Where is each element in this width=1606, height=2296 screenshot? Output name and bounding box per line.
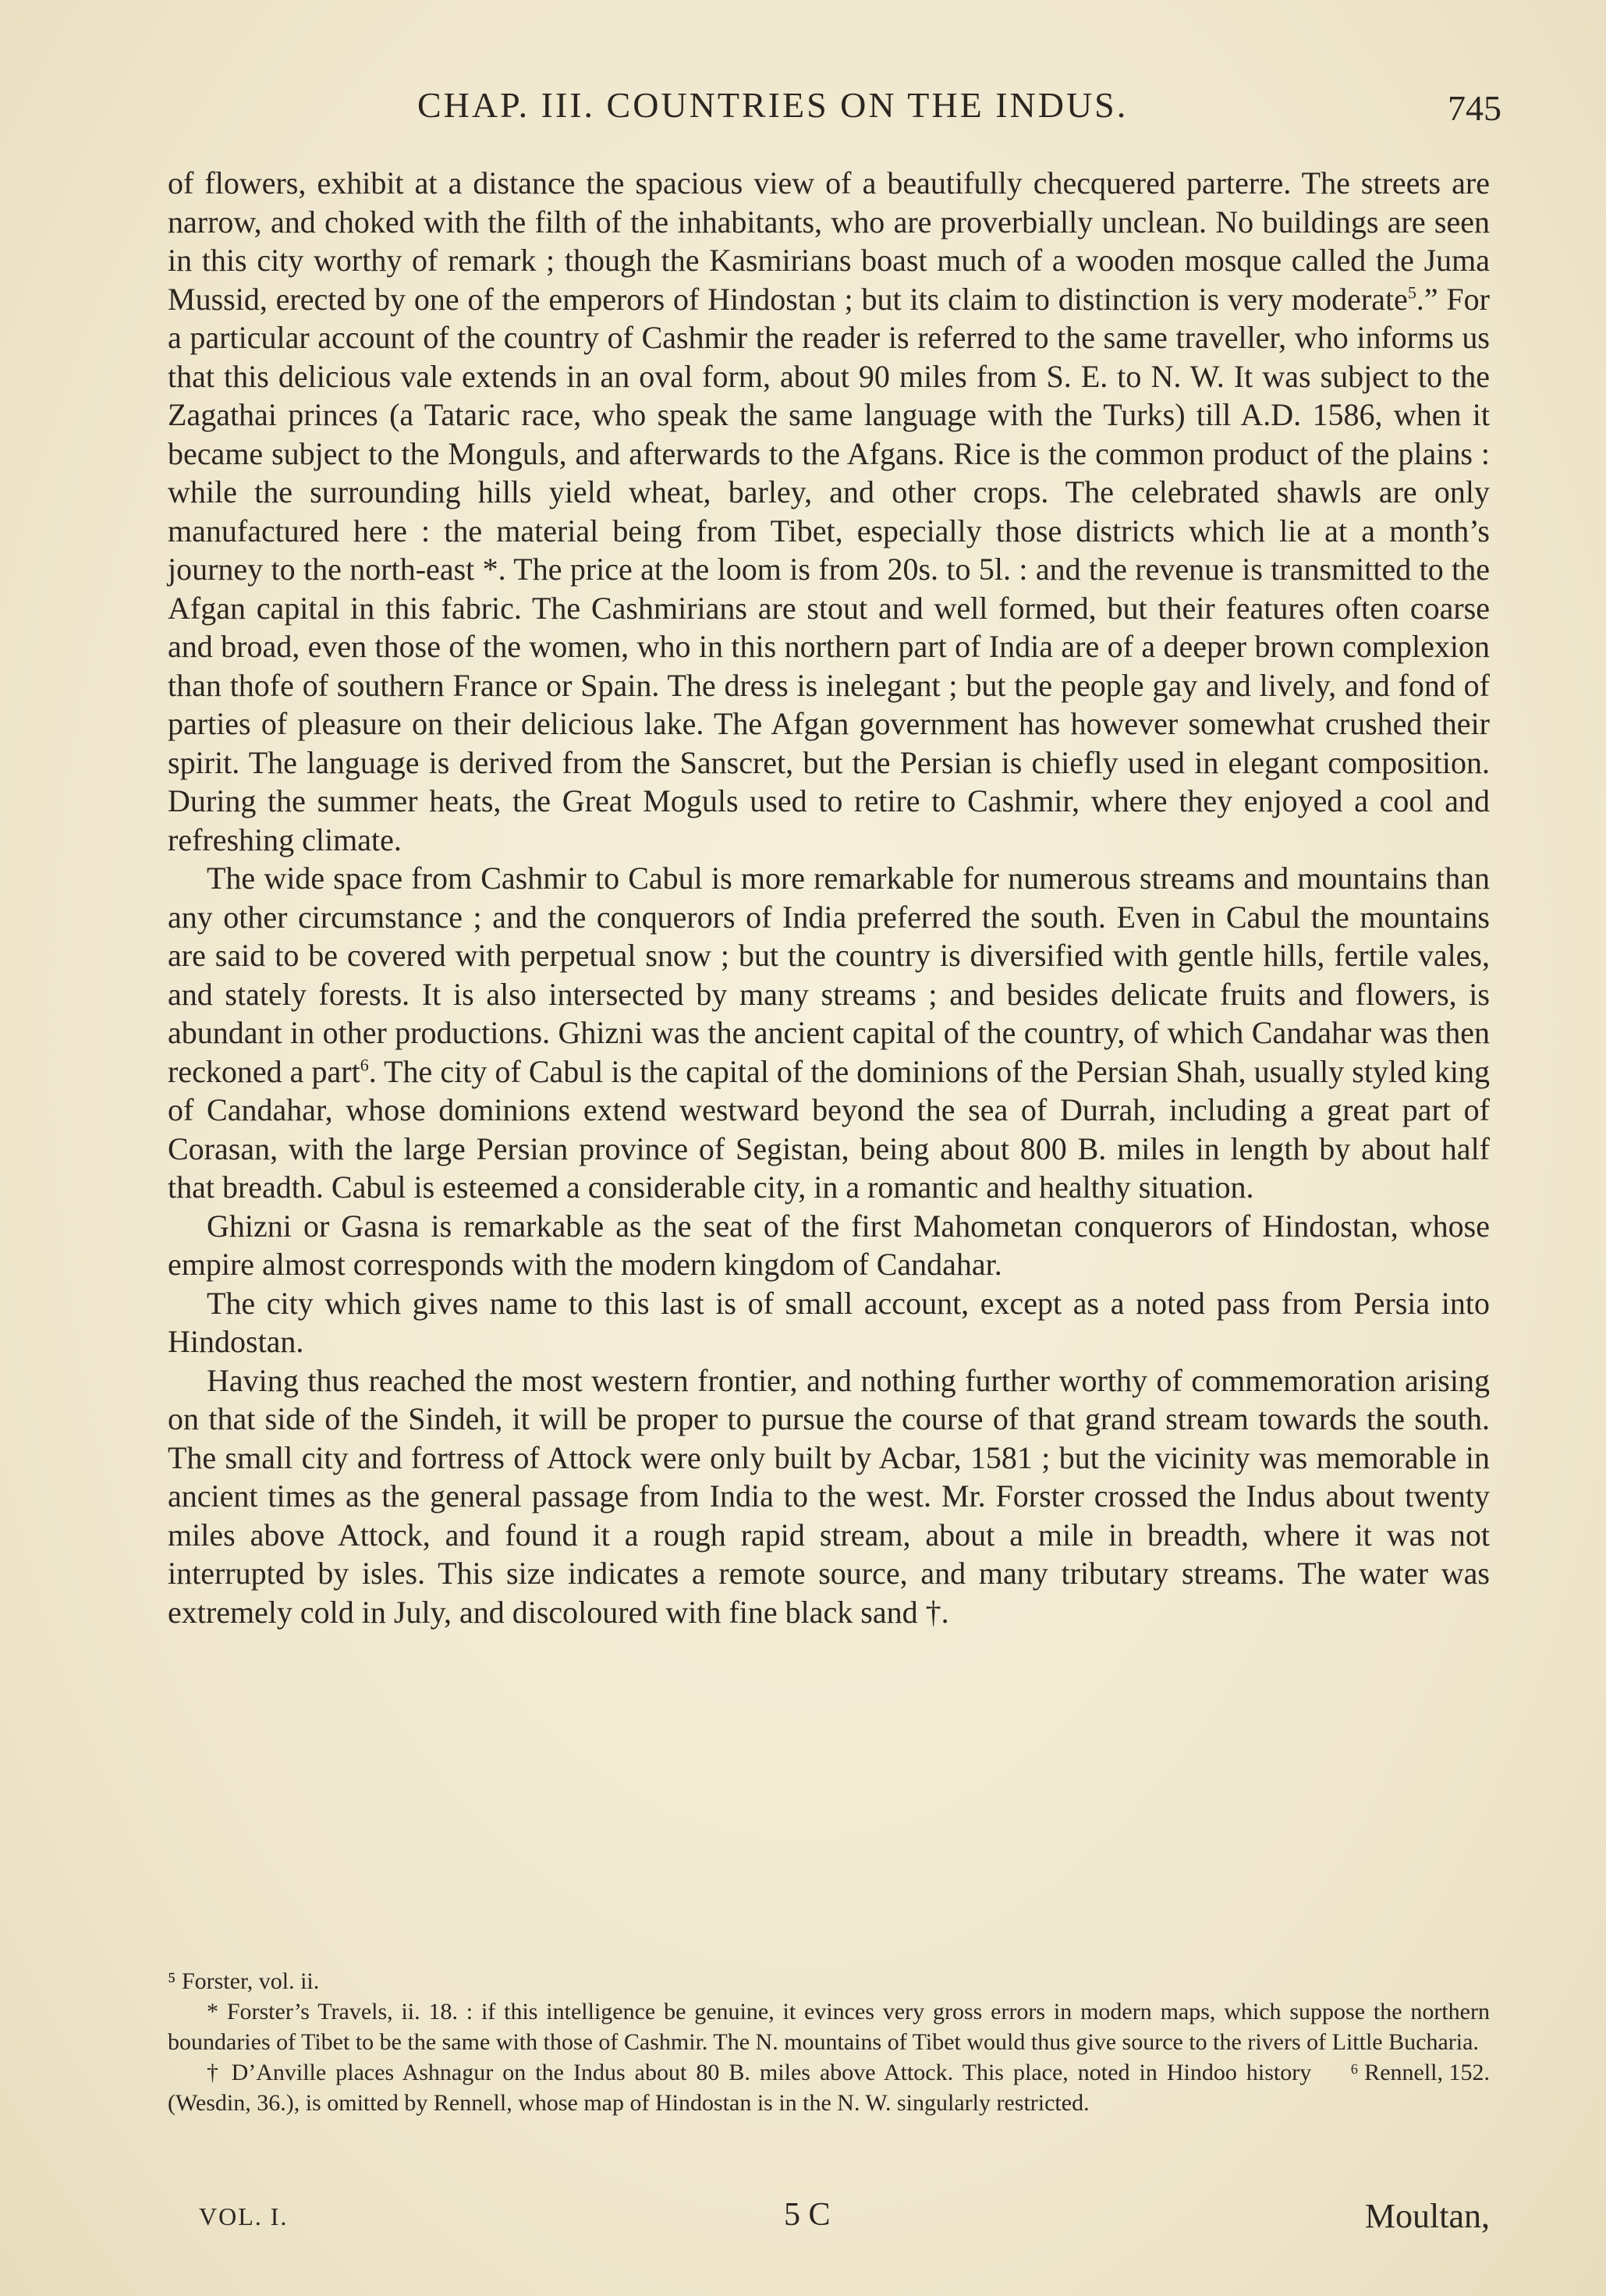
footnote: † D’Anville places Ashnagur on the Indus about 80 B. miles above Attock. This place, noted in Hindoo history (Wesdin, 36.), is omitted by Rennell, whose map of Hindostan is in the N. W. singularly restricted.: [168, 2060, 1312, 2116]
catchword: Moultan,: [1364, 2197, 1490, 2235]
main-text: [168, 164, 1490, 1631]
paragraph: The city which gives name to this last is of small account, except as a noted pass from Persia into Hindostan.: [168, 1285, 1490, 1359]
paragraph: The wide space from Cashmir to Cabul is more remarkable for numerous streams and mountains than any other circumstance ; and the conquerors of India preferred the south. Even in Cabul the mountains are said to be covered with perpetual snow ; but the country is diversified with gentle hills, fertile vales, and stately forests. It is also intersected by many streams ; and besides delicate fruits and flowers, is abundant in other productions. Ghizni was the ancient capital of the country, of which Candahar was then reckoned a part$^6$. The city of Cabul is the capital of the dominions of the Persian Shah, usually styled king of Candahar, whose dominions extend westward beyond the sea of Durrah, including a great part of Corasan, with the large Persian province of Segistan, being about 800 B. miles in length by about half that breadth. Cabul is esteemed a considerable city, in a romantic and healthy situation.: [168, 861, 1491, 1205]
footnotes: [168, 1966, 1490, 2118]
footnote: ⁵ Forster, vol. ii.: [168, 1968, 320, 1994]
volume-label: VOL. I.: [199, 2202, 289, 2230]
signature-mark: 5 C: [784, 2197, 831, 2233]
running-title: CHAP. III. COUNTRIES ON THE INDUS.: [417, 85, 1129, 125]
footnote-ref: 6: [360, 1055, 369, 1075]
page-number: 745: [1448, 88, 1501, 128]
footnote-ref: 5: [1407, 282, 1416, 303]
paragraph: of flowers, exhibit at a distance the spacious view of a beautifully checquered parterre. The streets are narrow, and choked with the filth of the inhabitants, who are proverbially unclean. No buildings are seen in this city worthy of remark ; though the Kasmirians boast much of a wooden mosque called the Juma Mussid, erected by one of the emperors of Hindostan ; but its claim to distinction is very moderate$^5$.” For a particular account of the country of Cashmir the reader is referred to the same traveller, who informs us that this delicious vale extends in an oval form, about 90 miles from S. E. to N. W. It was subject to the Zagathai princes (a Tataric race, who speak the same language with the Turks) till A.D. 1586, when it became subject to the Monguls, and afterwards to the Afgans. Rice is the common product of the plains : while the surrounding hills yield wheat, barley, and other crops. The celebrated shawls are only manufactured here : the material being from Tibet, especially those districts which lie at a month’s journey to the north-east *. The price at the loom is from 20s. to 5l. : and the revenue is transmitted to the Afgan capital in this fabric. The Cashmirians are stout and well formed, but their features often coarse and broad, even those of the women, who in this northern part of India are of a deeper brown complexion than thofe of southern France or Spain. The dress is inelegant ; but the people gay and lively, and fond of parties of pleasure on their delicious lake. The Afgan government has however somewhat crushed their spirit. The language is derived from the Sanscret, but the Persian is chiefly used in elegant composition. During the summer heats, the Great Moguls used to retire to Cashmir, where they enjoyed a cool and refreshing climate.: [168, 165, 1490, 857]
paragraph: Ghizni or Gasna is remarkable as the seat of the first Mahometan conquerors of Hindostan, whose empire almost corresponds with the modern kingdom of Candahar.: [168, 1208, 1490, 1282]
paragraph: Having thus reached the most western frontier, and nothing further worthy of commemoration arising on that side of the Sindeh, it will be proper to pursue the course of that grand stream towards the south. The small city and fortress of Attock were only built by Acbar, 1581 ; but the vicinity was memorable in ancient times as the general passage from India to the west. Mr. Forster crossed the Indus about twenty miles above Attock, and found it a rough rapid stream, about a mile in breadth, where it was not interrupted by isles. This size indicates a remote source, and many tributary streams. The water was extremely cold in July, and discoloured with fine black sand †.: [168, 1362, 1490, 1630]
page-header: [168, 84, 1501, 131]
footnote-inline-right: ⁶ Rennell, 152.: [1350, 2060, 1490, 2085]
footnote: * Forster’s Travels, ii. 18. : if this intelligence be genuine, it evinces very gross errors in modern maps, which suppose the northern boundaries of Tibet to be the same with those of Cashmir. The N. mountains of Tibet would thus give source to the rivers of Little Bucharia. ⁶ Rennell, 152.: [168, 1996, 1490, 2057]
page-footer: [168, 2196, 1490, 2243]
